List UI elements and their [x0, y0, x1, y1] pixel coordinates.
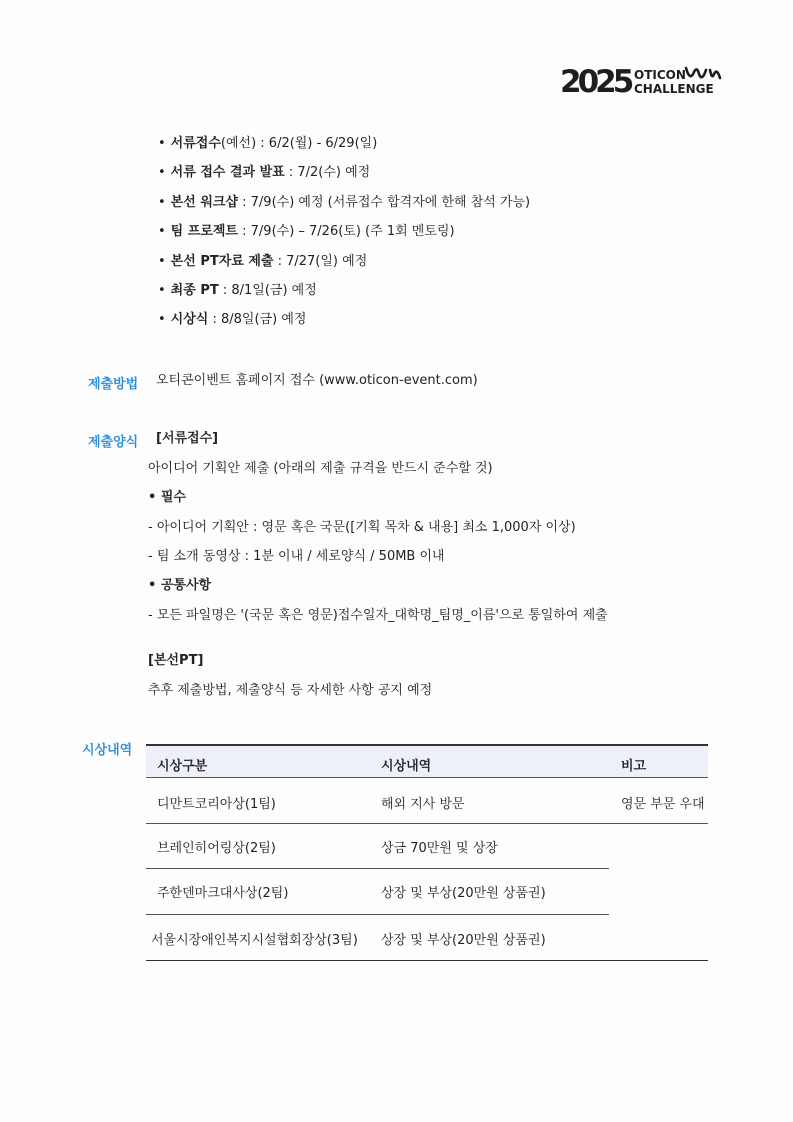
- challenge-logo: [560, 64, 730, 104]
- table-bottom-rule: [146, 960, 708, 961]
- common-heading: • 공통사항: [148, 578, 212, 593]
- submission-method-label: 제출방법: [88, 377, 139, 392]
- schedule-item: • 서류 접수 결과 발표 : 7/2(수) 예정: [158, 165, 371, 181]
- header-note: 비고: [621, 759, 647, 774]
- schedule-item: • 시상식 : 8/8일(금) 예정: [158, 312, 307, 328]
- required-heading: • 필수: [148, 490, 186, 505]
- logo-line-challenge: CHALLENGE: [634, 82, 714, 96]
- logo-year: 2025: [560, 64, 631, 100]
- table-header-row: [146, 746, 708, 778]
- logo-squiggle-icon: [684, 64, 724, 84]
- doc-heading: [서류접수]: [156, 431, 219, 446]
- row-3-category: 주한덴마크대사상(2팀): [157, 886, 289, 901]
- awards-note: 영문 부문 우대: [621, 797, 705, 812]
- required-item-proposal: - 아이디어 기획안 : 영문 혹은 국문([기획 목차 & 내용] 최소 1,000자 이상): [148, 520, 576, 535]
- schedule-item: • 본선 워크샵 : 7/9(수) 예정 (서류접수 합격자에 한해 참석 가능): [158, 194, 531, 210]
- row-3-prize: 상장 및 부상(20만원 상품권): [381, 886, 546, 901]
- schedule-list: [158, 136, 530, 342]
- submission-format-label: 제출양식: [88, 435, 139, 450]
- row-divider: [146, 868, 609, 869]
- row-1-prize: 해외 지사 방문: [381, 797, 465, 812]
- row-2-prize: 상금 70만원 및 상장: [381, 841, 498, 856]
- schedule-item: • 서류접수(예선) : 6/2(월) - 6/29(일): [158, 136, 378, 151]
- submission-method-text: 오티콘이벤트 홈페이지 접수 (www.oticon-event.com): [156, 373, 478, 388]
- row-1-category: 디만트코리아상(1팀): [157, 797, 276, 812]
- schedule-item: • 본선 PT자료 제출 : 7/27(일) 예정: [158, 253, 368, 269]
- row-4-prize: 상장 및 부상(20만원 상품권): [381, 933, 546, 948]
- header-prize: 시상내역: [381, 759, 432, 774]
- required-item-video: - 팀 소개 동영상 : 1분 이내 / 세로양식 / 50MB 이내: [148, 549, 445, 564]
- common-item-filename: - 모든 파일명은 '(국문 혹은 영문)접수일자_대학명_팀명_이름'으로 통일하여 제출: [148, 608, 608, 623]
- row-4-category: 서울시장애인복지시설협회장상(3팀): [151, 933, 358, 948]
- pt-heading: [본선PT]: [148, 653, 204, 668]
- header-category: 시상구분: [157, 759, 208, 774]
- doc-intro: 아이디어 기획안 제출 (아래의 제출 규격을 반드시 준수할 것): [148, 461, 493, 476]
- row-divider: [146, 914, 609, 915]
- logo-line-oticon: OTICON: [634, 68, 686, 82]
- row-2-category: 브레인히어링상(2팀): [157, 841, 276, 856]
- row-divider: [146, 823, 708, 824]
- schedule-item: • 팀 프로젝트 : 7/9(수) – 7/26(토) (주 1회 멘토링): [158, 224, 455, 240]
- pt-text: 추후 제출방법, 제출양식 등 자세한 사항 공지 예정: [148, 683, 433, 698]
- schedule-item: • 최종 PT : 8/1일(금) 예정: [158, 282, 317, 298]
- awards-label: 시상내역: [82, 743, 133, 758]
